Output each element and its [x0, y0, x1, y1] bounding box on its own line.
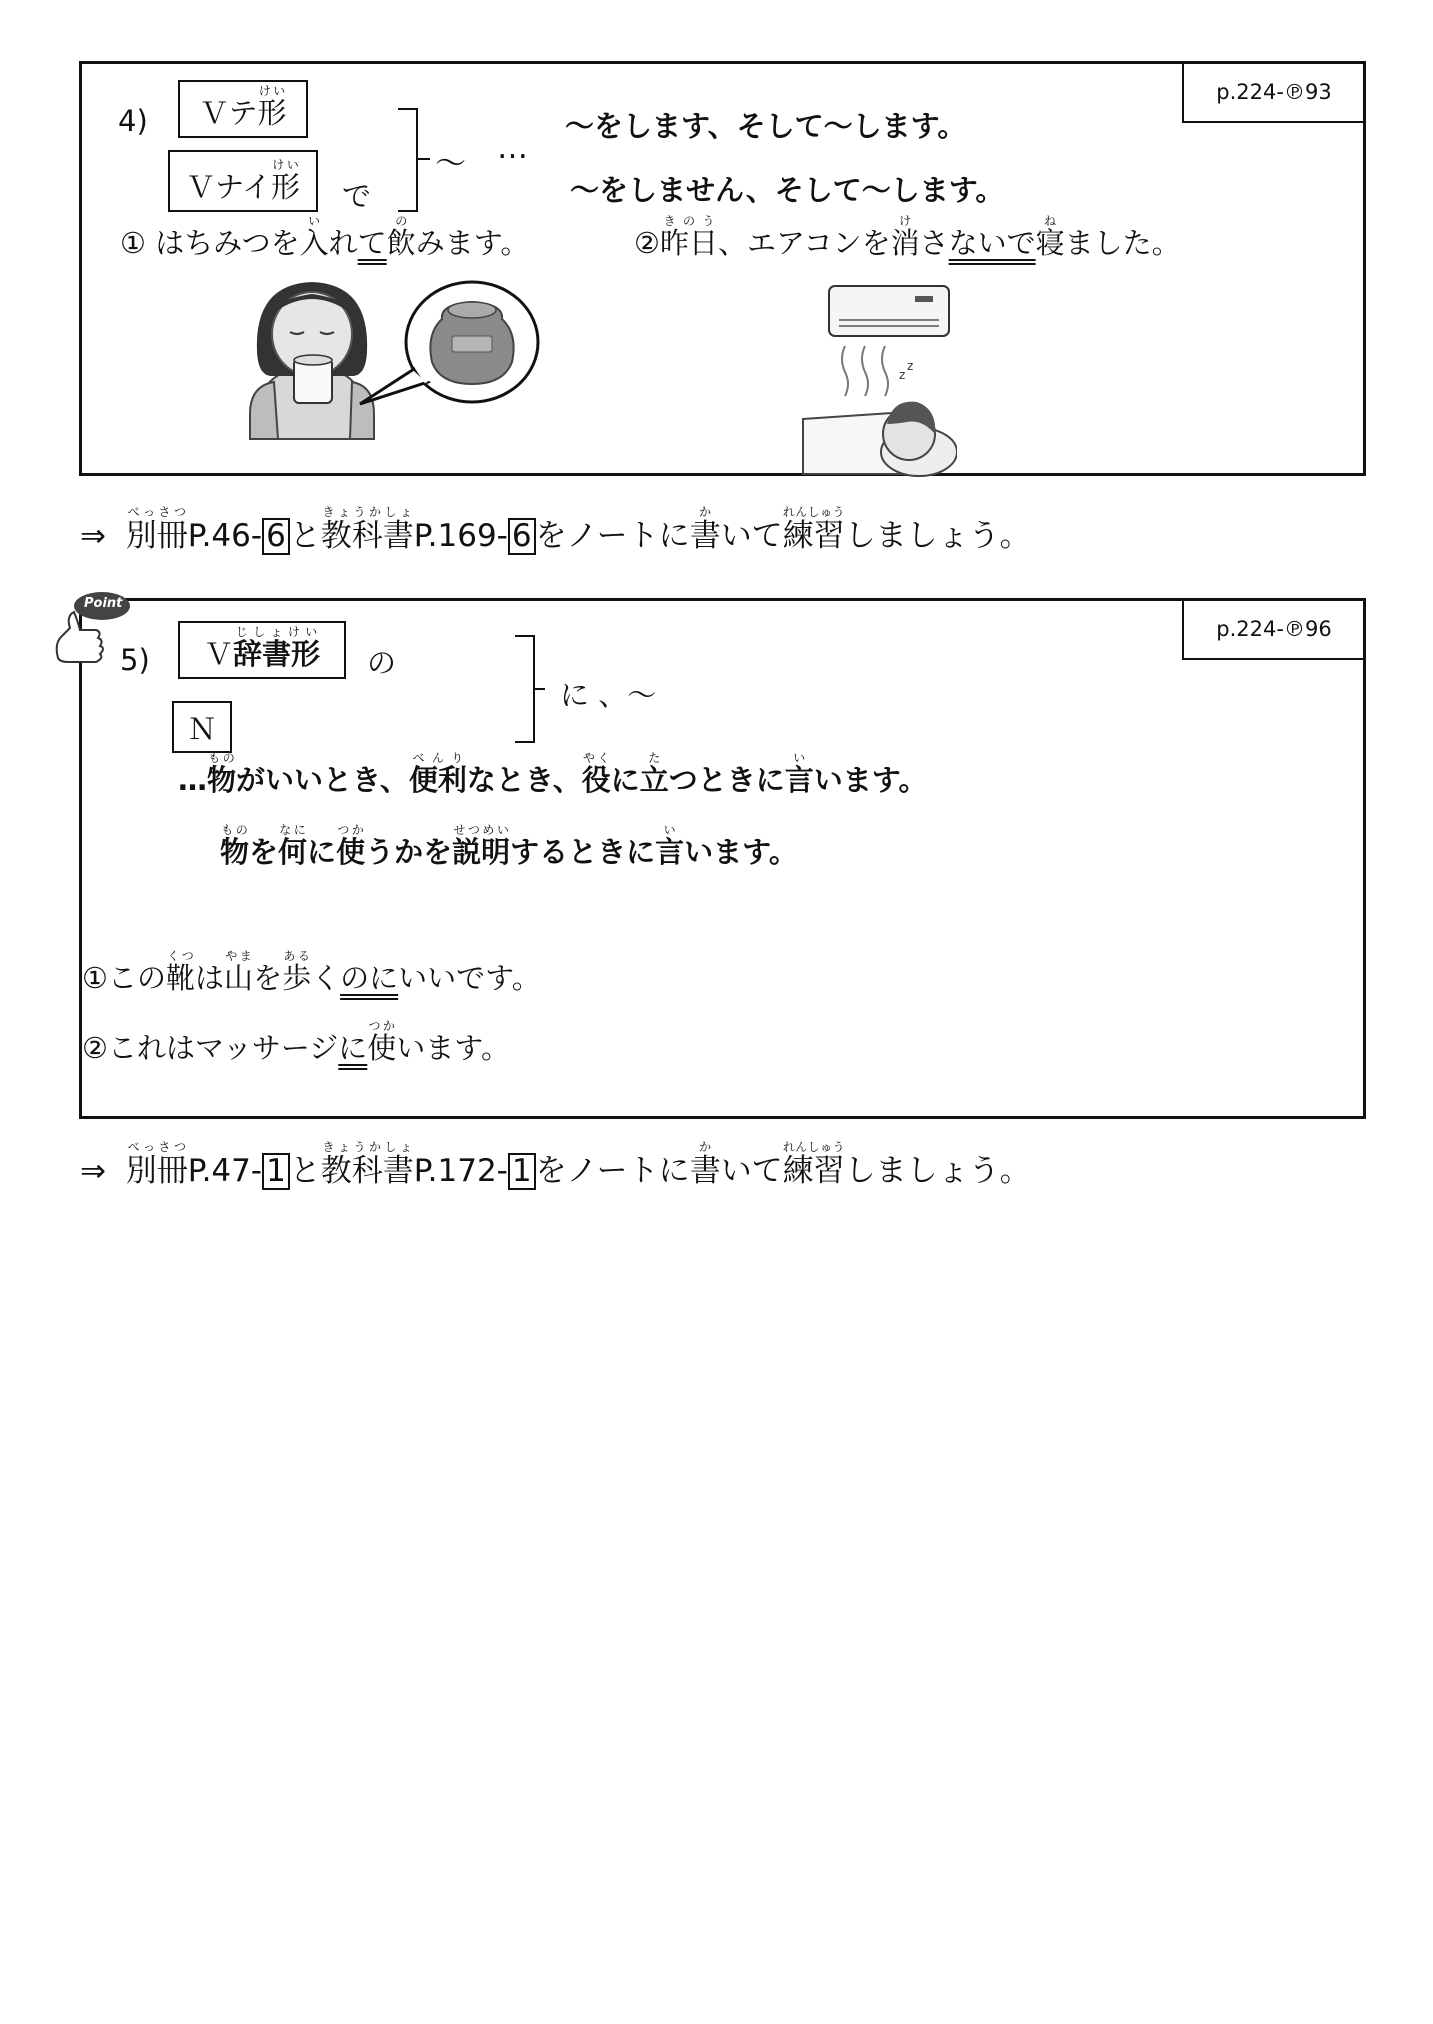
exercise-number-box: 1: [262, 1153, 290, 1190]
point-badge: [48, 588, 138, 668]
svg-text:z: z: [899, 368, 906, 382]
example-2: ②これはマッサージに使つかいます。: [82, 1019, 510, 1065]
svg-text:z: z: [907, 359, 914, 373]
verb-dictionary-form-box: Ｖ 辞書形じしょけい: [178, 621, 346, 679]
exercise-number-box: 6: [262, 518, 290, 555]
grammar-box-5: [79, 598, 1366, 1119]
woman-drinking-illustration: [242, 274, 572, 444]
explanation-line-2: 物ものを何なにに使つかうかを説明せつめいするときに言いいます。: [220, 823, 798, 869]
grammar-box-4: [79, 61, 1366, 476]
practice-instruction-1: ⇒ 別冊べっさつP.46- 6 と教科書きょうかしょP.169- 6 をノートに書かいて練習れんしゅうしましょう。: [80, 505, 1031, 554]
explanation-line-1: …物ものがいいとき、便利べんりなとき、役やくに立たつときに言いいます。: [178, 751, 928, 797]
right-bracket: [398, 108, 418, 212]
highlight-naide: ないで: [948, 226, 1036, 260]
noun-box: Ｎ: [172, 701, 232, 753]
practice-instruction-2: ⇒ 別冊べっさつP.47- 1 と教科書きょうかしょP.172- 1 をノートに書かいて練習れんしゅうしましょう。: [80, 1140, 1031, 1189]
highlight-noni: のに: [340, 961, 399, 995]
meaning-negative: ～をしません、そして～します。: [570, 173, 1005, 207]
particle-de: で: [342, 179, 372, 213]
verb-nai-form-box: Ｖナイ 形けい: [168, 150, 318, 212]
sleeping-aircon-illustration: [797, 284, 957, 479]
point-label: Point: [84, 596, 123, 611]
verb-te-form-box: Ｖテ 形けい: [178, 80, 308, 138]
highlight-te: て: [357, 226, 387, 260]
exercise-number-box: 1: [508, 1153, 536, 1190]
section-number: 4): [118, 104, 148, 138]
right-bracket: [515, 635, 535, 743]
particle-no: の: [367, 646, 397, 680]
tilde: ～: [435, 146, 466, 182]
pattern-ni: に 、～: [560, 678, 657, 712]
page-reference: p.224-℗96: [1182, 598, 1366, 660]
ellipsis: …: [497, 130, 528, 166]
meaning-affirmative: ～をします、そして～します。: [565, 109, 967, 143]
highlight-ni: に: [338, 1031, 368, 1065]
example-1: ① はちみつを入いれて飲のみます。: [120, 214, 530, 260]
exercise-number-box: 6: [508, 518, 536, 555]
example-1: ①この靴くつは山やまを歩あるくのにいいです。: [82, 949, 541, 995]
bracket-tip: [418, 158, 430, 160]
example-2: ②昨日きのう、エアコンを消けさないで寝ねました。: [634, 214, 1181, 260]
page-reference: p.224-℗93: [1182, 61, 1366, 123]
section-number: 5): [120, 643, 150, 677]
bracket-tip: [535, 688, 545, 690]
